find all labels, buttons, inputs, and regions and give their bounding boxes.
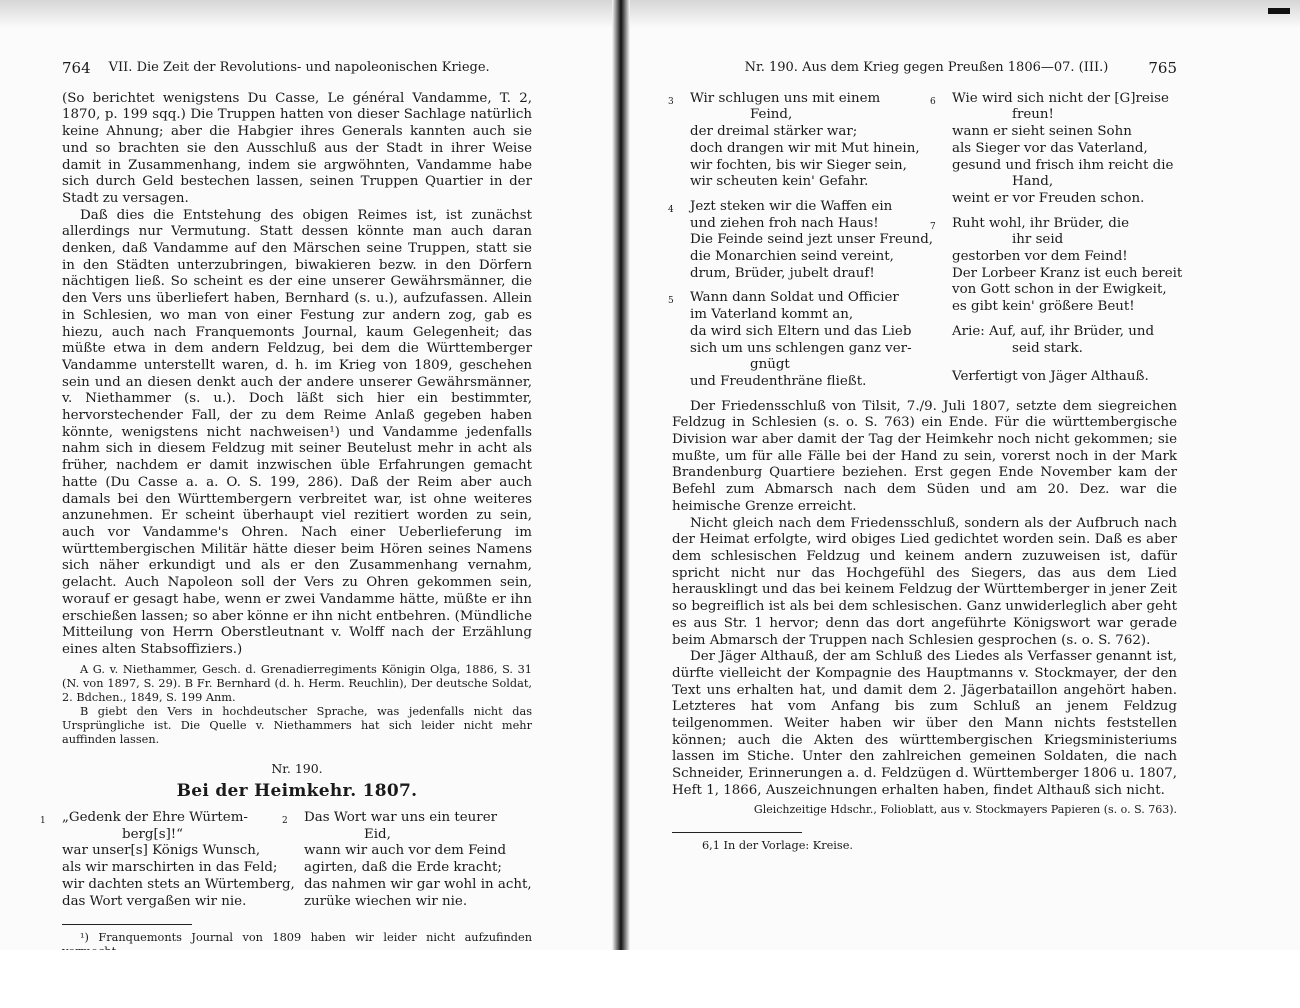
arie-line: seid stark. [1012, 340, 1083, 356]
stanza-line: Die Feinde seind jezt unser Freund, [690, 232, 934, 248]
stanza-line: „Gedenk der Ehre Würtem- [62, 810, 248, 826]
top-shadow [0, 0, 1300, 28]
stanza-line: als Sieger vor das Vaterland, [952, 140, 1148, 156]
stanza-line: Das Wort war uns ein teurer [304, 810, 498, 826]
bottom-margin [0, 950, 1300, 1008]
stanza-number: 1 [40, 816, 46, 827]
left-paragraph-1: (So berichtet wenigstens Du Casse, Le général Vandamme, T. 2, 1870, p. 199 sqq.) Die Truppen hatten von dieser Sachlage natürlich keine Ahnung; aber die Habgier ihres Generals kannten auch sie und so brachten sie den Ausschluß aus der Stadt in ihrer Weise damit in Zusammenhang, indem sie argwöhnten, Vandamme habe sich durch Geld bestechen lassen, seinen Truppen Quartier in der Stadt zu versagen. [62, 90, 532, 206]
stanza-line: Wann dann Soldat und Officier [690, 290, 899, 306]
stanza-1 [40, 810, 295, 910]
stanza-line: berg[s]!“ [122, 826, 184, 842]
stanza-line: Wie wird sich nicht der [G]reise [952, 90, 1169, 106]
stanza-line: Der Lorbeer Kranz ist euch bereit [952, 265, 1183, 281]
song-number: Nr. 190. [271, 760, 323, 776]
arie-line: Arie: Auf, auf, ihr Brüder, und [952, 323, 1155, 339]
source-b: B giebt den Vers in hochdeutscher Sprache, was jedenfalls nicht das Ursprüngliche ist. Die Quelle v. Niethammers hat sich leider nicht mehr auffinden lassen. [62, 704, 532, 746]
stanza-2 [282, 810, 532, 910]
stanza-line: Ruht wohl, ihr Brüder, die [952, 215, 1130, 231]
stanza-6 [930, 90, 1177, 208]
stanza-line: und Freudenthräne fließt. [690, 373, 867, 389]
corner-mark [1268, 8, 1290, 14]
stanza-number: 3 [668, 96, 674, 107]
stanza-columns-left [40, 810, 532, 910]
stanza-line: Eid, [364, 826, 391, 842]
stanza-line: gesund und frisch ihm reicht die [952, 157, 1174, 173]
stanza-line: wann er sieht seinen Sohn [952, 124, 1132, 140]
stanza-line: von Gott schon in der Ewigkeit, [952, 282, 1167, 298]
stanza-number: 7 [930, 221, 936, 232]
stanza-line: ihr seid [1012, 232, 1064, 248]
stanza-line: wann wir auch vor dem Feind [304, 843, 507, 859]
stanza-line: im Vaterland kommt an, [690, 307, 854, 323]
stanza-line: und ziehen froh nach Haus! [690, 215, 879, 231]
stanza-line: agirten, daß die Erde kracht; [304, 860, 502, 876]
left-page-number: 764 [62, 59, 91, 77]
arie-note [952, 324, 1177, 357]
stanza-line: Hand, [1012, 174, 1054, 190]
stanza-line: Feind, [750, 107, 793, 123]
right-paragraph-3: Der Jäger Althauß, der am Schluß des Liedes als Verfasser genannt ist, dürfte vielleicht der Kompagnie des Hauptmanns v. Stockmayer, der den Text uns erhalten hat, und damit dem 2. Jägerbataillon angehört haben. Letzteres hat vom Anfang bis zum Schluß an jenem Feldzug teilgenommen. Weiter haben wir über den Mann nichts feststellen können; auch die Akten des württembergischen Kriegsministeriums lassen im Stiche. Unter den zahlreichen gemeinen Soldaten, die nach Schneider, Erinnerungen a. d. Feldzügen d. Württemberger 1806 u. 1807, Heft 1, 1866, Auszeichnungen erhalten haben, findet Althauß sich nicht. [672, 649, 1177, 798]
right-running-head [672, 60, 1177, 77]
author-line: Verfertigt von Jäger Althauß. [952, 369, 1149, 385]
stanza-line: sich um uns schlengen ganz ver- [690, 340, 912, 356]
stanza-line: das Wort vergaßen wir nie. [62, 893, 247, 909]
stanza-line: gestorben vor dem Feind! [952, 249, 1128, 265]
stanza-line: freun! [1012, 107, 1054, 123]
stanza-line: als wir marschirten in das Feld; [62, 860, 278, 876]
stanza-line: doch drangen wir mit Mut hinein, [690, 140, 920, 156]
right-head-title: Nr. 190. Aus dem Krieg gegen Preußen 1806—07. (III.) [744, 60, 1109, 75]
right-paragraph-1: Der Friedensschluß von Tilsit, 7./9. Juli 1807, setzte dem siegreichen Feldzug in Schlesien (s. o. S. 763) ein Ende. Für die württembergische Division war aber damit der Tag der Heimkehr noch nicht gekommen; sie mußte, um für alle Fälle bei der Hand zu sein, vorerst noch in der Mark Brandenburg Quartiere beziehen. Erst gegen Ende November kam der Befehl zum Abmarsch nach dem Süden und am 20. Dez. war die heimische Grenze erreicht. [672, 398, 1177, 514]
left-page [40, 59, 532, 973]
footnote-rule [672, 832, 802, 833]
stanza-line: Jezt steken wir die Waffen ein [690, 198, 893, 214]
stanza-line: weint er vor Freuden schon. [952, 190, 1145, 206]
stanza-line: da wird sich Eltern und das Lieb [690, 323, 912, 339]
stanza-4 [668, 198, 934, 283]
stanza-line: die Monarchien seind vereint, [690, 249, 894, 265]
stanza-line: gnügt [750, 357, 790, 373]
right-page-number: 765 [1148, 59, 1177, 77]
stanza-number: 5 [668, 296, 674, 307]
stanza-line: das nahmen wir gar wohl in acht, [304, 876, 532, 892]
stanza-column-b [930, 90, 1183, 391]
stanza-number: 4 [668, 204, 674, 215]
footnote-1: ¹) Franquemonts Journal von 1809 haben wir leider nicht aufzufinden [80, 931, 532, 945]
stanza-number: 2 [282, 816, 288, 827]
stanza-7 [930, 215, 1183, 316]
stanza-line: es gibt kein' größere Beut! [952, 299, 1135, 315]
source-a: A G. v. Niethammer, Gesch. d. Grenadierregiments Königin Olga, 1886, S. 31 (N. von 1897, S. 29). B Fr. Bernhard (d. h. Herm. Reuchlin), Der deutsche Soldat, 2. Bdchen., 1849, S. 199 Anm. [62, 662, 532, 704]
right-page [668, 59, 1183, 853]
stanza-line: zurüke wiechen wir nie. [304, 893, 468, 909]
book-gutter [612, 0, 630, 950]
left-running-head [62, 60, 532, 77]
stanza-line: wir fochten, bis wir Sieger sein, [690, 157, 907, 173]
stanza-line: der dreimal stärker war; [690, 124, 858, 140]
stanza-line: Wir schlugen uns mit einem [690, 90, 881, 106]
left-head-title: VII. Die Zeit der Revolutions- und napoleonischen Kriege. [108, 60, 490, 75]
right-footnote: 6,1 In der Vorlage: Kreise. [702, 839, 853, 853]
stanza-columns-right [668, 90, 1183, 391]
stanza-line: wir scheuten kein' Gefahr. [690, 174, 869, 190]
stanza-number: 6 [930, 96, 936, 107]
stanza-line: war unser[s] Königs Wunsch, [62, 843, 261, 859]
source-note: Gleichzeitige Hdschr., Folioblatt, aus v. Stockmayers Papieren (s. o. S. 763). [753, 802, 1177, 816]
stanza-line: wir dachten stets an Würtemberg, [62, 876, 295, 892]
stanza-line: drum, Brüder, jubelt drauf! [690, 265, 875, 281]
left-paragraph-2: Daß dies die Entstehung des obigen Reimes ist, ist zunächst allerdings nur Vermutung. Statt dessen könnte man auch daran denken, daß Vandamme auf den Märschen seine Truppen, statt sie in den Städten unterzubringen, biwakieren bezw. in den Dörfern nächtigen ließ. So scheint es der eine unserer Gewährsmänner, die den Vers uns überliefert haben, Bernhard (s. u.), aufzufassen. Allein in Schlesien, wo man von einer Festung zur andern zog, gab es hiezu, auch nach Franquemonts Journal, kaum Gelegenheit; das müßte etwa in dem andern Feldzug, bei dem die Württemberger Vandamme unterstellt waren, d. h. im Krieg von 1809, geschehen sein und an diesen denkt auch der andere unserer Gewährsmänner, v. Niethammer (s. u.). Doch läßt sich hier ein bestimmter, hervorstechender Fall, der zu dem Reime Anlaß gegeben haben könnte, wenigstens nicht nachweisen¹) und Vandamme jedenfalls nahm sich in diesem Feldzug mit seiner Beutelust mehr in acht als früher, nachdem er damit inzwischen üble Erfahrungen gemacht hatte (Du Casse a. a. O. S. 199, 286). Daß der Reim aber auch damals bei den Württembergern verbreitet war, ist ohne weiteres anzunehmen. Er scheint überhaupt viel rezitiert worden zu sein, auch vor Vandamme's Ohren. Nach einer Ueberlieferung im württembergischen Militär hätte dieser beim Hören seines Namens sich näher erkundigt und als er den Zusammenhang vernahm, gelacht. Auch Napoleon soll der Vers zu Ohren gekommen sein, worauf er gesagt habe, wenn er zwei Vandamme hätte, müßte er ihn erschießen lassen; so aber könne er ihn nicht entbehren. (Mündliche Mitteilung von Herrn Oberstleutnant v. Wolff nach der Erzählung eines alten Stabsoffiziers.) [62, 207, 532, 657]
footnote-rule [62, 924, 192, 925]
left-sources [62, 663, 532, 747]
stanza-column-a [668, 90, 934, 391]
song-title: Bei der Heimkehr. 1807. [176, 781, 418, 802]
stanza-3 [668, 90, 928, 191]
stanza-5 [668, 290, 928, 390]
right-paragraph-2: Nicht gleich nach dem Friedensschluß, sondern als der Aufbruch nach der Heimat erfolgte, wird obiges Lied gedichtet worden sein. Daß es aber dem schlesischen Feldzug und keinem andern zuzuweisen ist, dafür spricht nicht nur das Hochgefühl des Siegers, das aus dem Lied herausklingt und das bei keinem Feldzug der Württemberger in jener Zeit so begreiflich ist als bei dem schlesischen. Ganz unwiderleglich aber geht es aus Str. 1 hervor; denn das dort angeführte Königswort war gerade beim Abmarsch der Truppen nach Schlesien gesprochen (s. o. S. 762). [672, 515, 1177, 648]
